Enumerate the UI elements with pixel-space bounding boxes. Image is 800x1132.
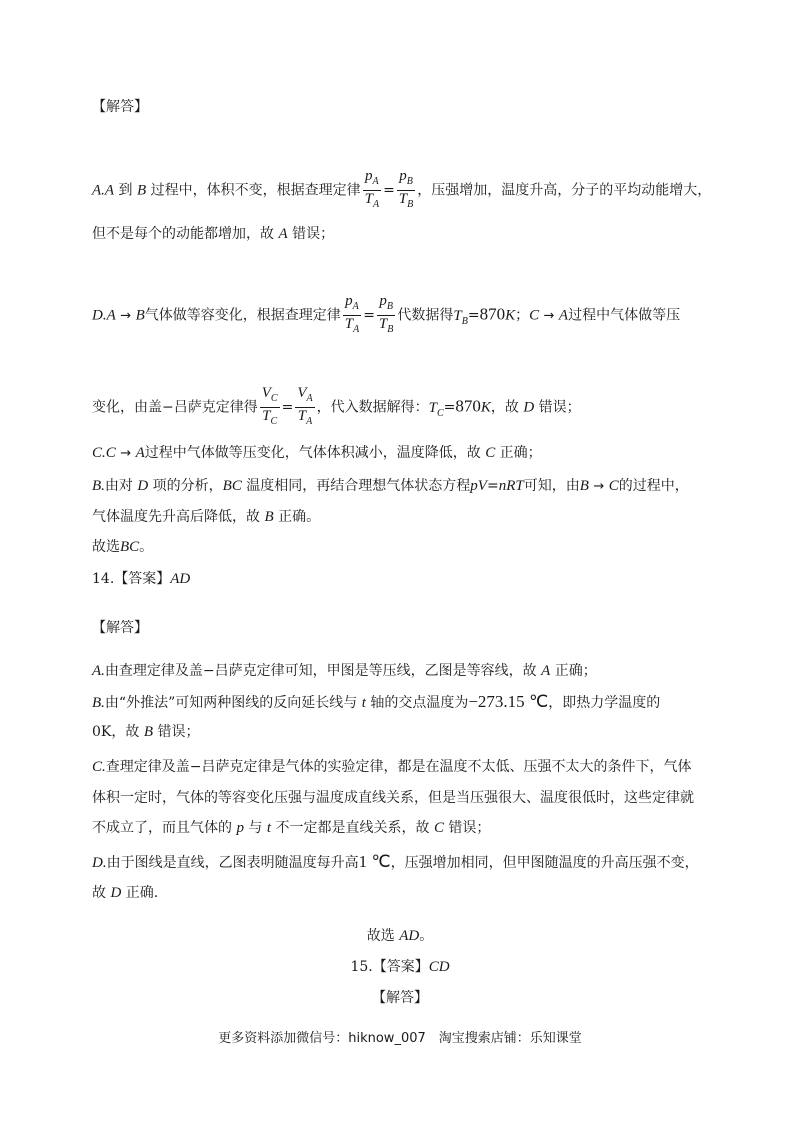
line-g-3: 不成立了，而且气体的 p 与 t 不一定都是直线关系，故 C 错误；	[92, 820, 491, 836]
fraction-pA-TA: $\frac{p_A}{T_A}$	[364, 168, 380, 210]
jieda-heading-3: 【解答】	[372, 990, 428, 1006]
line-g-2: 体积一定时，气体的等容变化压强与温度成直线关系，但是当压强很大、温度很低时，这些定律就	[92, 790, 694, 806]
footer-ad: 更多资料添加微信号：hiknow_007 淘宝搜索店铺：乐知课堂	[218, 1031, 582, 1046]
answer-15: 15.【答案】CD	[350, 959, 450, 975]
line-choice-ad: 故选 AD。	[366, 928, 434, 944]
line-a-2: 但不是每个的动能都增加，故 A 错误；	[92, 226, 335, 242]
answer-14: 14.【答案】AD	[92, 571, 191, 587]
fraction-VC-TC: $\frac{V_C}{T_C}$	[261, 385, 278, 427]
line-choice-bc: 故选BC。	[92, 539, 154, 555]
fraction-VA-TA: $\frac{V_A}{T_A}$	[297, 385, 313, 427]
line-d-1: D.A → B气体做等容变化，根据查理定律 $\frac{p_A}{T_A}$ = $\frac{p_B}{T_B}$ 代数据得$T_B=870K$；C → A过程中气体做等压	[92, 293, 680, 338]
line-g-1: C.查理定律及盖−吕萨克定律是气体的实验定律，都是在温度不太低、压强不太大的条件下，气体	[92, 759, 692, 775]
line-h-1: D.由于图线是直线，乙图表明随温度每升高1 ℃，压强增加相同，但甲图随温度的升高压强不变，	[92, 852, 699, 871]
line-c-1: C.C → A过程中气体做等压变化，气体体积减小，温度降低，故 C 正确；	[92, 445, 542, 461]
line-e-1: A.由查理定律及盖−吕萨克定律可知，甲图是等压线，乙图是等容线，故 A 正确；	[92, 663, 597, 679]
line-b-1: B.由对 D 项的分析，BC 温度相同，再结合理想气体状态方程pV=nRT可知，由B → C的过程中，	[92, 478, 689, 494]
line-d-2: 变化，由盖−吕萨克定律得 $\frac{V_C}{T_C}$ = $\frac{V_A}{T_A}$ ，代入数据解得：$T_C=870K$，故 D 错误；	[92, 385, 581, 430]
fraction-pA-TA-2: $\frac{p_A}{T_A}$	[344, 293, 360, 335]
jieda-heading-2: 【解答】	[92, 620, 148, 636]
line-a-1: A.A 到 B 过程中，体积不变，根据查理定律 $\frac{p_A}{T_A}$ = $\frac{p_B}{T_B}$ ，压强增加，温度升高，分子的平均动能增大，	[92, 168, 711, 213]
fraction-pB-TB-2: $\frac{p_B}{T_B}$	[378, 293, 394, 335]
line-f-1: B.由“外推法”可知两种图线的反向延长线与 t 轴的交点温度为−273.15 ℃，即热力学温度的	[92, 692, 661, 711]
line-f-2: 0K，故 B 错误；	[92, 724, 200, 740]
line-b-2: 气体温度先升高后降低，故 B 正确。	[92, 509, 321, 525]
line-h-2: 故 D 正确.	[92, 885, 159, 901]
jieda-heading-1: 【解答】	[92, 99, 148, 115]
fraction-pB-TB: $\frac{p_B}{T_B}$	[398, 168, 414, 210]
